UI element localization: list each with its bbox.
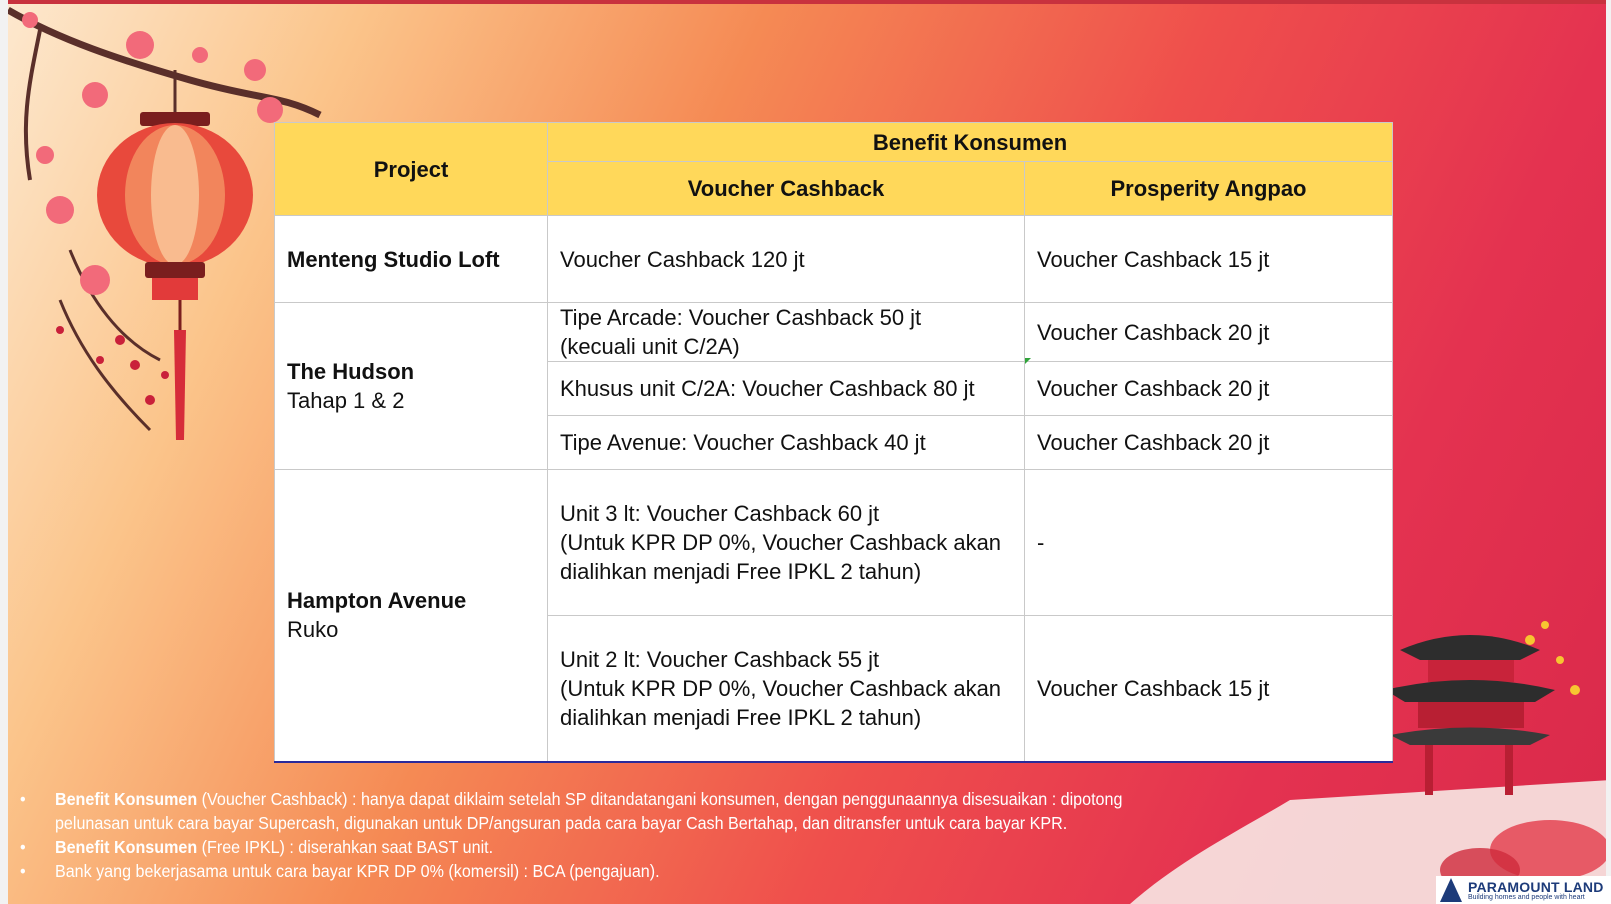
voucher-line: (Untuk KPR DP 0%, Voucher Cashback akan	[560, 530, 1002, 555]
header-voucher-cashback: Voucher Cashback	[548, 162, 1025, 216]
paramount-land-logo	[1436, 876, 1611, 904]
logo-tagline: Building homes and people with heart	[1468, 893, 1585, 901]
project-subtitle: Tahap 1 & 2	[287, 388, 405, 413]
voucher-line: (kecuali unit C/2A)	[560, 334, 740, 359]
right-edge	[1606, 0, 1611, 904]
note-text: Bank yang bekerjasama untuk cara bayar KPR DP 0% (komersil) : BCA (pengajuan).	[54, 861, 660, 881]
note-item	[20, 835, 1133, 859]
voucher-cell: Khusus unit C/2A: Voucher Cashback 80 jt	[548, 362, 1025, 416]
logo-name: PARAMOUNT LAND	[1468, 878, 1604, 895]
table-row	[275, 470, 1393, 616]
angpao-cell: -	[1025, 470, 1393, 616]
voucher-line: Tipe Arcade: Voucher Cashback 50 jt	[560, 305, 922, 330]
angpao-cell: Voucher Cashback 15 jt	[1025, 616, 1393, 762]
note-lead: Benefit Konsumen	[54, 789, 198, 809]
cell-marker	[1025, 358, 1031, 364]
note-lead: Benefit Konsumen	[54, 837, 198, 857]
angpao-cell: Voucher Cashback 15 jt	[1025, 216, 1393, 303]
voucher-cell	[548, 616, 1025, 762]
project-subtitle: Ruko	[287, 617, 339, 643]
header-prosperity-angpao: Prosperity Angpao	[1025, 162, 1393, 216]
project-name: The Hudson	[287, 359, 415, 384]
table-row	[275, 303, 1393, 362]
benefit-table	[274, 122, 1393, 763]
voucher-line: Unit 3 lt: Voucher Cashback 60 jt	[560, 501, 880, 526]
voucher-line: (Untuk KPR DP 0%, Voucher Cashback akan	[560, 675, 1002, 701]
notes-list	[20, 787, 1133, 883]
note-item	[20, 859, 1133, 883]
table-row	[275, 216, 1393, 303]
logo-mark-icon	[1440, 878, 1462, 902]
voucher-line: dialihkan menjadi Free IPKL 2 tahun)	[560, 559, 922, 584]
voucher-cell	[548, 470, 1025, 616]
bullet: •	[20, 789, 26, 809]
angpao-cell: Voucher Cashback 20 jt	[1025, 303, 1393, 362]
header-project: Project	[275, 123, 548, 216]
left-edge	[0, 0, 8, 904]
voucher-line: Unit 2 lt: Voucher Cashback 55 jt	[560, 646, 880, 672]
bullet: •	[20, 861, 26, 881]
bullet: •	[20, 837, 26, 857]
voucher-line: dialihkan menjadi Free IPKL 2 tahun)	[560, 704, 922, 730]
note-text: (Voucher Cashback) : hanya dapat diklaim setelah SP ditandatangani konsumen, dengan penggunaannya disesuaikan : dipotong	[197, 789, 1123, 809]
voucher-cell: Tipe Avenue: Voucher Cashback 40 jt	[548, 416, 1025, 470]
lantern-icon	[97, 70, 253, 440]
note-item	[20, 787, 1133, 835]
note-text: (Free IPKL) : diserahkan saat BAST unit.	[197, 837, 494, 857]
note-text: pelunasan untuk cara bayar Supercash, digunakan untuk DP/angsuran pada cara bayar Cash Bertahap, dan ditransfer untuk cara bayar KPR.	[54, 813, 1068, 833]
angpao-cell: Voucher Cashback 20 jt	[1025, 416, 1393, 470]
voucher-cell	[548, 303, 1025, 362]
header-benefit-konsumen: Benefit Konsumen	[548, 123, 1393, 162]
project-cell	[275, 470, 548, 762]
angpao-cell: Voucher Cashback 20 jt	[1025, 362, 1393, 416]
project-cell	[275, 303, 548, 470]
voucher-cell: Voucher Cashback 120 jt	[548, 216, 1025, 303]
project-name: Hampton Avenue	[287, 588, 467, 614]
project-name: Menteng Studio Loft	[275, 216, 548, 303]
